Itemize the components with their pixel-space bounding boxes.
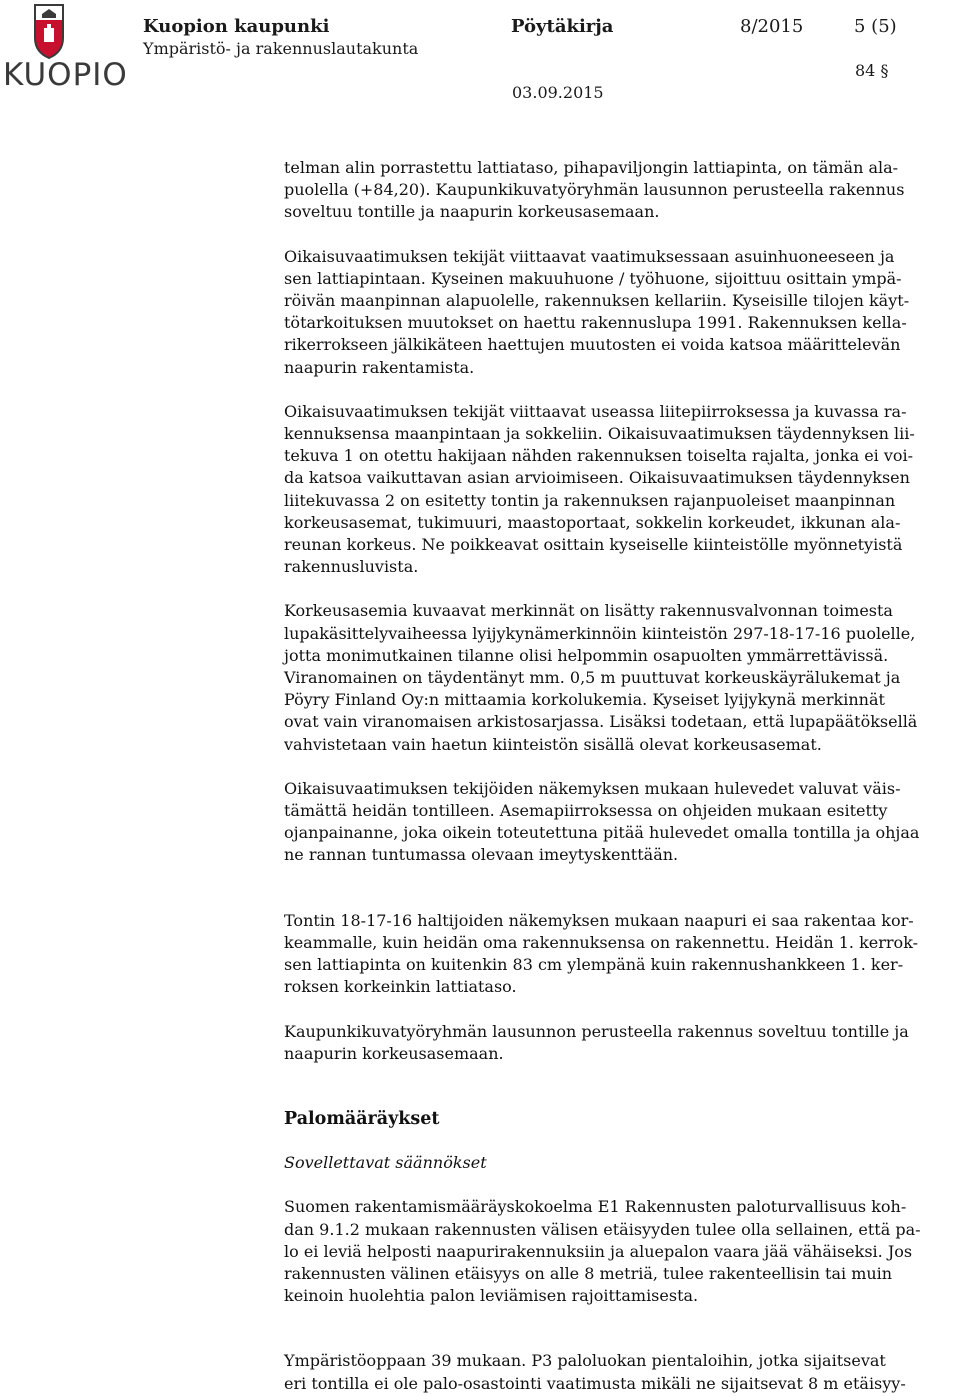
text-line: puolella (+84,20). Kaupunkikuvatyöryhmän lausunnon perusteella rakennus bbox=[284, 180, 905, 200]
text-line: da katsoa vaikuttavan asian arvioimiseen. Oikaisuvaatimuksen täydennyksen bbox=[284, 468, 910, 488]
text-line: naapurin korkeusasemaan. bbox=[284, 1043, 504, 1063]
text-line: sen lattiapintaan. Kyseinen makuuhuone / työhuone, sijoittuu osittain ympä- bbox=[284, 268, 902, 288]
text-line: Pöyry Finland Oy:n mittaamia korkolukemia. Kyseiset lyijykynä merkinnät bbox=[284, 690, 885, 710]
text-line: vahvistetaan vain haetun kiinteistön sisällä olevat korkeusasemat. bbox=[284, 734, 822, 754]
logo-wordmark: KUOPIO bbox=[3, 57, 128, 93]
text-line: keammalle, kuin heidän oma rakennuksensa on rakennettu. Heidän 1. kerrok- bbox=[284, 932, 919, 952]
paragraph-9 bbox=[284, 1350, 958, 1394]
text-line: soveltuu tontille ja naapurin korkeusasemaan. bbox=[284, 202, 660, 222]
text-line: rakennusten välinen etäisyys on alle 8 metriä, tulee rakenteellisin tai muin bbox=[284, 1263, 893, 1283]
committee-name: Ympäristö- ja rakennuslautakunta bbox=[143, 39, 419, 58]
text-line: Oikaisuvaatimuksen tekijöiden näkemyksen mukaan hulevedet valuvat väis- bbox=[284, 778, 901, 798]
paragraph-8 bbox=[284, 1196, 958, 1307]
section-subheading: Sovellettavat säännökset bbox=[284, 1153, 487, 1173]
text-line: ovat vain viranomaisen arkistosarjassa. Lisäksi todetaan, että lupapäätöksellä bbox=[284, 712, 918, 732]
text-line: lo ei leviä helposti naapurirakennuksiin ja aluepalon vaara jää vähäiseksi. Jos bbox=[284, 1241, 913, 1261]
text-line: kennuksensa maanpintaan ja sokkeliin. Oikaisuvaatimuksen täydennyksen lii- bbox=[284, 424, 915, 444]
text-line: eri tontilla ei ole palo-osastointi vaatimusta mikäli ne sijaitsevat 8 m etäisyy- bbox=[284, 1373, 906, 1393]
meeting-date: 03.09.2015 bbox=[512, 83, 604, 102]
paragraph-1 bbox=[284, 157, 958, 224]
text-line: tämättä heidän tontilleen. Asemapiirroksessa on ohjeiden mukaan esitetty bbox=[284, 801, 888, 821]
text-line: rakennusluvista. bbox=[284, 557, 419, 577]
text-line: Viranomainen on täydentänyt mm. 0,5 m puuttuvat korkeuskäyrälukemat ja bbox=[284, 668, 901, 688]
text-line: naapurin rakentamista. bbox=[284, 357, 475, 377]
text-line: sen lattiapinta on kuitenkin 83 cm ylempänä kuin rakennushankkeen 1. ker- bbox=[284, 955, 904, 975]
org-name: Kuopion kaupunki bbox=[143, 16, 330, 37]
page-number: 5 (5) bbox=[854, 16, 897, 37]
text-line: dan 9.1.2 mukaan rakennusten välisen etäisyyden tulee olla sellainen, että pa- bbox=[284, 1219, 921, 1239]
paragraph-3 bbox=[284, 401, 958, 579]
text-line: ne rannan tuntumassa olevaan imeytyskenttään. bbox=[284, 845, 679, 865]
text-line: rikerrokseen jälkikäteen haettujen muutosten ei voida katsoa määrittelevän bbox=[284, 335, 901, 355]
doc-number: 8/2015 bbox=[740, 16, 804, 37]
text-line: korkeusasemat, tukimuuri, maastoportaat, sokkelin korkeudet, ikkunan ala- bbox=[284, 512, 901, 532]
text-line: tötarkoituksen muutokset on haettu rakennuslupa 1991. Rakennuksen kella- bbox=[284, 313, 907, 333]
text-line: tekuva 1 on otettu hakijaan nähden rakennuksen toiselta rajalta, jonka ei voi- bbox=[284, 446, 914, 466]
text-line: reunan korkeus. Ne poikkeavat osittain kyseiselle kiinteistölle myönnetyistä bbox=[284, 535, 903, 555]
text-line: Suomen rakentamismääräyskokoelma E1 Rakennusten paloturvallisuus koh- bbox=[284, 1197, 907, 1217]
text-line: Kaupunkikuvatyöryhmän lausunnon perusteella rakennus soveltuu tontille ja bbox=[284, 1021, 909, 1041]
paragraph-2 bbox=[284, 246, 958, 379]
text-line: Tontin 18-17-16 haltijoiden näkemyksen mukaan naapuri ei saa rakentaa kor- bbox=[284, 910, 914, 930]
paragraph-5 bbox=[284, 778, 958, 867]
paragraph-6 bbox=[284, 910, 958, 999]
section-heading: Palomääräykset bbox=[284, 1108, 440, 1129]
paragraph-7 bbox=[284, 1021, 958, 1065]
text-line: roksen korkeinkin lattiataso. bbox=[284, 977, 517, 997]
text-line: Ympäristöoppaan 39 mukaan. P3 paloluokan pientaloihin, jotka sijaitsevat bbox=[284, 1351, 886, 1371]
text-line: telman alin porrastettu lattiataso, pihapaviljongin lattiapinta, on tämän ala- bbox=[284, 158, 899, 177]
text-line: lupakäsittelyvaiheessa lyijykynämerkinnöin kiinteistön 297-18-17-16 puolelle, bbox=[284, 623, 916, 643]
text-line: keinoin huolehtia palon leviämisen rajoittamisesta. bbox=[284, 1286, 699, 1306]
section-number: 84 § bbox=[855, 61, 889, 80]
text-line: röivän maanpinnan alapuolelle, rakennuksen kellariin. Kyseisille tilojen käyt- bbox=[284, 291, 910, 311]
text-line: Oikaisuvaatimuksen tekijät viittaavat useassa liitepiirroksessa ja kuvassa ra- bbox=[284, 401, 907, 421]
paragraph-4 bbox=[284, 600, 958, 755]
text-line: liitekuvassa 2 on esitetty tontin ja rakennuksen rajanpuoleiset maanpinnan bbox=[284, 490, 896, 510]
text-line: Oikaisuvaatimuksen tekijät viittaavat vaatimuksessaan asuinhuoneeseen ja bbox=[284, 246, 895, 266]
text-line: jotta monimutkainen tilanne olisi helpommin osapuolten ymmärrettävissä. bbox=[284, 645, 889, 665]
text-line: Korkeusasemia kuvaavat merkinnät on lisätty rakennusvalvonnan toimesta bbox=[284, 601, 893, 621]
doc-type: Pöytäkirja bbox=[511, 16, 614, 37]
document-body bbox=[284, 157, 958, 1395]
text-line: ojanpainanne, joka oikein toteutettuna pitää hulevedet omalla tontilla ja ohjaa bbox=[284, 823, 920, 843]
kuopio-logo bbox=[0, 0, 128, 95]
